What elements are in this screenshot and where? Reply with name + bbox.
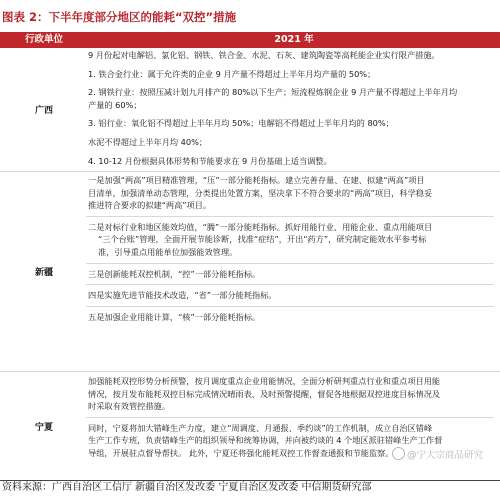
watermark-text: @宁大宗商品研究 — [407, 450, 484, 461]
region-label: 新疆 — [34, 268, 53, 278]
text-line: 一是加强“两高”项目精准管理，“压”一部分能耗指标。建立完善存量、在建、拟建“两高”项目 — [88, 175, 425, 185]
header-region: 行政单位 — [24, 34, 63, 45]
text-line: 四是实施先进节能技术改造，“省”一部分能耗指标。 — [88, 290, 277, 301]
measures-table — [0, 48, 500, 481]
measure-text — [88, 48, 500, 167]
text-line: 水泥不得超过上半年月均 40%； — [88, 136, 208, 147]
text-line: 推进符合要求的拟建“两高”项目。 — [88, 200, 212, 211]
text-line: 导组，开展驻点督导帮扶。 此外，宁夏还将强化能耗双控工作督查通报和节能监察。 — [88, 447, 394, 458]
text-line: 情况，按月发布能耗双控目标完成情况晴雨表，及时预警提醒，督促各地根据双控进度目标情况及 — [88, 388, 441, 399]
table-header — [0, 32, 500, 48]
source-note: 资料来源：广西自治区工信厅 新疆自治区发改委 宁夏自治区发改委 中信期货研究部 — [2, 482, 372, 493]
text-line: 三是创新能耗双控机制，“控”一部分能耗指标。 — [88, 268, 261, 279]
row-xinjiang — [0, 172, 500, 372]
text-line: 2. 钢铁行业：按照压减计划九月排产的 80%以下生产；短流程炼钢企业 9 月产量不得超过上半年月均 — [88, 87, 458, 98]
text-line: 准，引导重点用能单位加强能效管理。 — [98, 246, 238, 257]
text-line: 产量的 60%； — [88, 99, 142, 110]
text-line: 9 月份起对电解铝、氯化铝、钢铁、铁合金、水泥、石灰、建筑陶瓷等高耗能企业实行限产措施。 — [88, 50, 440, 60]
figure-title: 图表 2：下半年度部分地区的能耗“双控”措施 — [2, 10, 237, 24]
text-line: 加强能耗双控形势分析预警，按月调度重点企业用能情况，全面分析研判重点行业和重点项目用能 — [88, 376, 441, 386]
measure-text — [88, 172, 500, 323]
row-guangxi — [0, 48, 500, 172]
text-line: 二是对标行业和地区能效均值，“腾”一部分能耗指标。抓好用能行业、用能企业、重点用能项目 — [88, 221, 433, 232]
region-label: 广西 — [34, 106, 53, 116]
text-line: 目清单，加强清单动态管理，分类提出处置方案，坚决拿下不符合要求的“两高”项目，科学稳妥 — [88, 187, 433, 198]
text-line: 时采取有效管控措施。 — [88, 401, 170, 412]
watermark — [392, 447, 483, 461]
text-line: 4. 10-12 月份根据具体形势和节能要求在 9 月份基础上适当调整。 — [88, 155, 332, 166]
text-line: “三个台账”管理，全面开展节能诊断，找准“症结”，开出“药方”，研究制定能效水平参考标 — [98, 234, 427, 245]
region-label: 宁夏 — [34, 422, 53, 433]
text-line: 五是加强企业用能计算，“核”一部分能耗指标。 — [88, 311, 261, 322]
text-line: 生产工作专班，负责错峰生产的组织领导和统筹协调，并向被约谈的 4 个地区派驻错峰生产工作督 — [88, 435, 443, 446]
text-line: 3. 铝行业：氧化铝不得超过上半年月均 50%；电解铝不得超过上半年月均的 80%； — [88, 118, 394, 129]
row-ningxia — [0, 372, 500, 481]
header-year: 2021 年 — [274, 34, 314, 45]
text-line: 1. 铁合金行业：属于允许类的企业 9 月产量不得超过上半年月均产量的 50%； — [88, 68, 376, 79]
wechat-icon — [392, 447, 405, 460]
text-line: 同时，宁夏将加大错峰生产力度，建立“周调度、月通报、季约谈”的工作机制，成立自治区错峰 — [88, 422, 433, 433]
